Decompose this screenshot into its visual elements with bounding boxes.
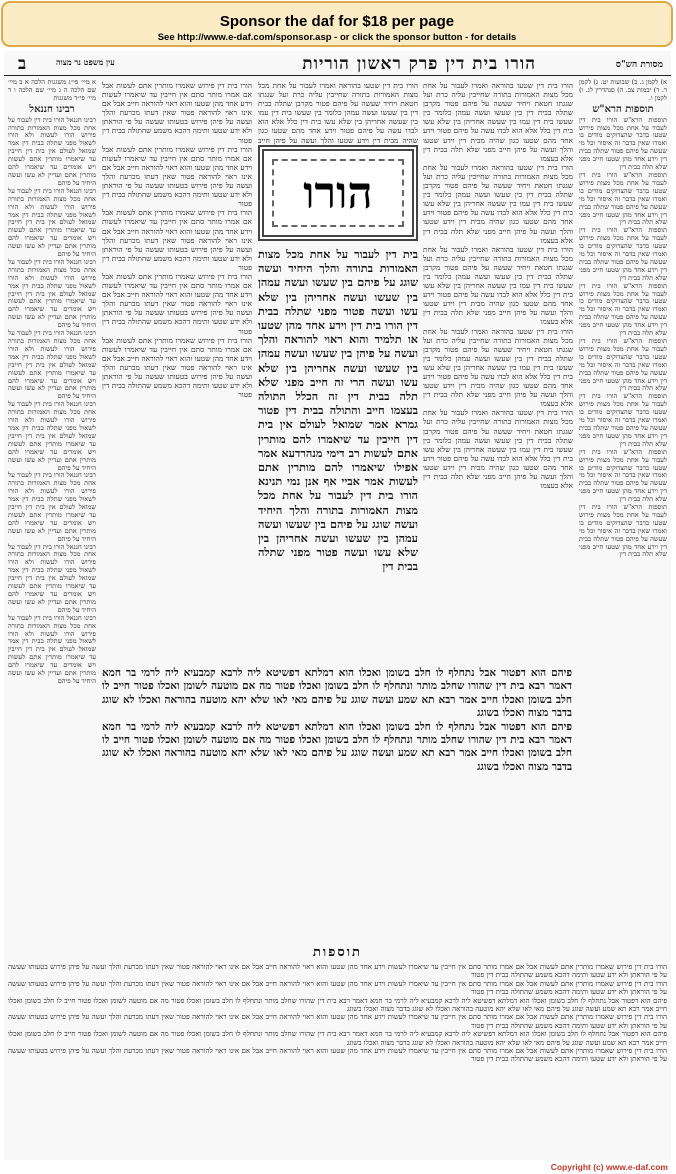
bottom-tosafot-text-continued: פיהם הוא דפטור אבל נתחלף לו חלב בשומן ואכלו הוא דמלתא דפשיטא ליה לרבא קמבעיא ליה לרמי בר חמא דאמר רבא בית דין שהורו שחלב מותר ונתחלף לו חלב בשומן ואכלו פטור מה אם מוטעה לשומן ואכלו פטור חייב לו חלב בשומן ואכלו חייב אמר רבא תא שמע ועשה שוגג על פיהם מאי לאו שלא יהא מוטעה בהוראה ואכלו לא שוגג בדבר מצוה ואכלו בשוגג	[8, 1030, 667, 1047]
rashi-text-continued: הורו בית דין שטעו בהוראה ואמרו לעבור על אחת מכל מצות האמורות בתורה שחייבין עליה כרת ועל שגגתו חטאת ויחיד שעשה על פיהם פטור מקרבן שתלה בבית דין בין שעשו ועשה עמהן כלומר בין שעשו בית דין עמו בין שעשה אחריהן בין שלא עשו בית דין כלל אלא הוא לבדו עשה על פיהם פטור וידע אחד מהם שטעו כגון שהיה מבית דין וידע שטעו והלך ועשה על פיהן חייב מפני שלא תלה בבית דין אלא בעצמו	[423, 162, 573, 245]
rabbeinu-chananel-title: רבינו חננאל	[29, 103, 75, 115]
title-ornament	[272, 159, 404, 227]
page-header	[4, 51, 671, 76]
lower-gemara-text-continued: פיהם הוא דפטור אבל נתחלף לו חלב בשומן ואכלו הוא דמלתא דפשיטא ליה לרבא קמבעיא ליה לרמי בר חמא דאמר רבא בית דין שהורו שחלב מותר ונתחלף לו חלב בשומן ואכלו פטור מה אם מוטעה לשומן ואכלו פטור חייב לו חלב בשומן ואכלו חייב אמר רבא תא שמע ועשה שוגג על פיהם מאי לאו שלא יהא מוטעה בהוראה ואכלו לא שוגג בדבר מצוה ואכלו בשוגג	[102, 720, 572, 773]
top-commentary	[258, 81, 418, 145]
top-commentary-text: הורו בית דין שטעו בהוראה ואמרו לעבור על אחת מכל מצות האמורות בתורה שחייבין עליה כרת ועל שגגתו חטאת ויחיד שעשה על פיהם פטור מקרבן שתלה בבית דין בין שעשו ועשה עמהן כלומר בין שעשו בית דין עמו בין שעשה אחריהן בין שלא עשו בית דין כלל אלא הוא לבדו עשה על פיהם פטור וידע אחד מהם שטעו כגון שהיה מבית דין וידע שטעו והלך ועשה על פיהן חייב	[258, 81, 418, 145]
bottom-tosafot-text-continued: הורו בית דין פירוש שאמרו מותרין אתם לעשות אבל אם אמרו מותר סתם אין חייבין עד שיאמרו לעשות וידע אחד מהן שטעו והוא ראוי להוראה חייב אבל אם אינו ראוי להוראה פטור שאין דעתו מכרעת והלך ועשה על פיהן פירוש בטעותו שעשה על פי הוראתן ולא ידע שטעו ותימה דהכא משמע שהתולה בבית דין פטור	[8, 979, 667, 997]
bottom-tosafot-text-continued: הורו בית דין פירוש שאמרו מותרין אתם לעשות אבל אם אמרו מותר סתם אין חייבין עד שיאמרו לעשות וידע אחד מהן שטעו והוא ראוי להוראה חייב אבל אם אינו ראוי להוראה פטור שאין דעתו מכרעת והלך ועשה על פיהן פירוש בטעותו שעשה על פי הוראתן ולא ידע שטעו ותימה דהכא משמע שהתולה בבית דין פטור	[8, 1013, 667, 1030]
masoret-label: מסורת הש"ס	[615, 60, 663, 70]
sponsor-subtitle[interactable]: See http://www.e-daf.com/sponsor.asp - or click the sponsor button - for details	[157, 32, 517, 43]
talmud-page	[4, 51, 671, 1160]
lower-gemara	[102, 667, 572, 939]
tractate-title-frame	[258, 145, 418, 241]
folio-number: ב	[18, 54, 27, 74]
tosafot-text-continued: הורו בית דין פירוש שאמרו מותרין אתם לעשות אבל אם אמרו מותר סתם אין חייבין עד שיאמרו לעשות וידע אחד מהן שטעו והוא ראוי להוראה חייב אבל אם אינו ראוי להוראה פטור שאין דעתו מכרעת והלך ועשה על פיהן פירוש בטעותו שעשה על פי הוראתן ולא ידע שטעו ותימה דהכא משמע שהתולה בבית דין פטור	[102, 208, 252, 272]
tosafot-text-continued: הורו בית דין פירוש שאמרו מותרין אתם לעשות אבל אם אמרו מותר סתם אין חייבין עד שיאמרו לעשות וידע אחד מהן שטעו והוא ראוי להוראה חייב אבל אם אינו ראוי להוראה פטור שאין דעתו מכרעת והלך ועשה על פיהן פירוש בטעותו שעשה על פי הוראתן ולא ידע שטעו ותימה דהכא משמע שהתולה בבית דין פטור	[102, 144, 252, 209]
right-gloss-continued: תוספות הרא"ש הורו בית דין לעבור על אחת מכל מצות פירוש שטעו בדבר שהצדוקים מודים בו ואמרו שאין בדבר זה איסור וכל מי שעשה על פיהם פטור שתלה בבית דין וידע אחד מהן שטעו חייב מפני שלא תלה בבית דין	[579, 226, 667, 282]
bottom-tosafot-text-continued: פיהם הוא דפטור אבל נתחלף לו חלב בשומן ואכלו הוא דמלתא דפשיטא ליה לרבא קמבעיא ליה לרמי בר חמא דאמר רבא בית דין שהורו שחלב מותר ונתחלף לו חלב בשומן ואכלו פטור מה אם מוטעה לשומן ואכלו פטור חייב לו חלב בשומן ואכלו חייב אמר רבא תא שמע ועשה שוגג על פיהם מאי לאו שלא יהא מוטעה בהוראה ואכלו לא שוגג בדבר מצוה ואכלו בשוגג	[8, 996, 667, 1014]
tosafot-text-continued: הורו בית דין פירוש שאמרו מותרין אתם לעשות אבל אם אמרו מותר סתם אין חייבין עד שיאמרו לעשות וידע אחד מהן שטעו והוא ראוי להוראה חייב אבל אם אינו ראוי להוראה פטור שאין דעתו מכרעת והלך ועשה על פיהן פירוש בטעותו שעשה על פי הוראתן ולא ידע שטעו ותימה דהכא משמע שהתולה בבית דין פטור	[102, 271, 252, 336]
right-gloss-continued: תוספות הרא"ש הורו בית דין לעבור על אחת מכל מצות פירוש שטעו בדבר שהצדוקים מודים בו ואמרו שאין בדבר זה איסור וכל מי שעשה על פיהם פטור שתלה בבית דין וידע אחד מהן שטעו חייב מפני שלא תלה בבית דין	[579, 392, 667, 448]
right-gloss-continued: תוספות הרא"ש הורו בית דין לעבור על אחת מכל מצות פירוש שטעו בדבר שהצדוקים מודים בו ואמרו שאין בדבר זה איסור וכל מי שעשה על פיהם פטור שתלה בבית דין וידע אחד מהן שטעו חייב מפני שלא תלה בבית דין	[579, 281, 667, 338]
tosafot-heading: תוספות	[313, 945, 362, 960]
tosafot-column	[102, 81, 252, 661]
rashi-text-continued: הורו בית דין שטעו בהוראה ואמרו לעבור על אחת מכל מצות האמורות בתורה שחייבין עליה כרת ועל שגגתו חטאת ויחיד שעשה על פיהם פטור מקרבן שתלה בבית דין בין שעשו ועשה עמהן כלומר בין שעשו בית דין עמו בין שעשה אחריהן בין שלא עשו בית דין כלל אלא הוא לבדו עשה על פיהם פטור וידע אחד מהם שטעו כגון שהיה מבית דין וידע שטעו והלך ועשה על פיהן חייב מפני שלא תלה בבית דין אלא בעצמו	[423, 244, 573, 327]
running-head: הורו בית דין פרק ראשון הוריות	[302, 54, 536, 74]
rashi-text-continued: הורו בית דין שטעו בהוראה ואמרו לעבור על אחת מכל מצות האמורות בתורה שחייבין עליה כרת ועל שגגתו חטאת ויחיד שעשה על פיהם פטור מקרבן שתלה בבית דין בין שעשו ועשה עמהן כלומר בין שעשו בית דין עמו בין שעשה אחריהן בין שלא עשו בית דין כלל אלא הוא לבדו עשה על פיהם פטור וידע אחד מהם שטעו כגון שהיה מבית דין וידע שטעו והלך ועשה על פיהן חייב מפני שלא תלה בבית דין אלא בעצמו	[423, 408, 573, 491]
copyright-notice[interactable]: Copyright (c) www.e-daf.com	[550, 1162, 668, 1172]
left-gloss-continued: רבינו חננאל הורו בית דין לעבור על אחת מכל מצות האמורות בתורה פירוש הורו לעשות ולא הורו לשאול מפני שתלה בבית דין אמר שמואל לעולם אין בית דין חייבין עד שיאמרו מותרין אתם לעשות ויש אומרים עד שיאמרו להם מותרין אתם ועדיין לא עשו ועשה היחיד על פיהם	[8, 471, 96, 543]
rashi-column	[423, 81, 573, 661]
sponsor-title[interactable]: Sponsor the daf for $18 per page	[219, 13, 455, 30]
left-gloss: רבינו חננאל הורו בית דין לעבור על אחת מכל מצות האמורות בתורה פירוש הורו לעשות ולא הורו לשאול מפני שתלה בבית דין אמר שמואל לעולם אין בית דין חייבין עד שיאמרו מותרין אתם לעשות ויש אומרים עד שיאמרו להם מותרין אתם ועדיין לא עשו ועשה היחיד על פיהם	[8, 115, 96, 187]
rashi-text: הורו בית דין שטעו בהוראה ואמרו לעבור על אחת מכל מצות האמורות בתורה שחייבין עליה כרת ועל שגגתו חטאת ויחיד שעשה על פיהם פטור מקרבן שתלה בבית דין בין שעשו ועשה עמהן כלומר בין שעשו בית דין עמו בין שעשה אחריהן בין שלא עשו בית דין כלל אלא הוא לבדו עשה על פיהם פטור וידע אחד מהם שטעו כגון שהיה מבית דין וידע שטעו והלך ועשה על פיהן חייב מפני שלא תלה בבית דין אלא בעצמו	[423, 81, 573, 163]
tosafot-text-continued: הורו בית דין פירוש שאמרו מותרין אתם לעשות אבל אם אמרו מותר סתם אין חייבין עד שיאמרו לעשות וידע אחד מהן שטעו והוא ראוי להוראה חייב אבל אם אינו ראוי להוראה פטור שאין דעתו מכרעת והלך ועשה על פיהן פירוש בטעותו שעשה על פי הוראתן ולא ידע שטעו ותימה דהכא משמע שהתולה בבית דין פטור	[102, 335, 252, 400]
right-gloss-continued: תוספות הרא"ש הורו בית דין לעבור על אחת מכל מצות פירוש שטעו בדבר שהצדוקים מודים בו ואמרו שאין בדבר זה איסור וכל מי שעשה על פיהם פטור שתלה בבית דין וידע אחד מהן שטעו חייב מפני שלא תלה בבית דין	[579, 503, 667, 559]
bottom-tosafot-text-continued: הורו בית דין פירוש שאמרו מותרין אתם לעשות אבל אם אמרו מותר סתם אין חייבין עד שיאמרו לעשות וידע אחד מהן שטעו והוא ראוי להוראה חייב אבל אם אינו ראוי להוראה פטור שאין דעתו מכרעת והלך ועשה על פיהן פירוש בטעותו שעשה על פי הוראתן ולא ידע שטעו ותימה דהכא משמע שהתולה בבית דין פטור	[8, 1047, 667, 1064]
gemara-main-text	[258, 247, 418, 661]
tosafot-text: הורו בית דין פירוש שאמרו מותרין אתם לעשות אבל אם אמרו מותר סתם אין חייבין עד שיאמרו לעשות וידע אחד מהן שטעו והוא ראוי להוראה חייב אבל אם אינו ראוי להוראה פטור שאין דעתו מכרעת והלך ועשה על פיהן פירוש בטעותו שעשה על פי הוראתן ולא ידע שטעו ותימה דהכא משמע שהתולה בבית דין פטור	[102, 81, 252, 145]
right-gloss-continued: תוספות הרא"ש הורו בית דין לעבור על אחת מכל מצות פירוש שטעו בדבר שהצדוקים מודים בו ואמרו שאין בדבר זה איסור וכל מי שעשה על פיהם פטור שתלה בבית דין וידע אחד מהן שטעו חייב מפני שלא תלה בבית דין	[579, 170, 667, 227]
bottom-tosafot-text: הורו בית דין פירוש שאמרו מותרין אתם לעשות אבל אם אמרו מותר סתם אין חייבין עד שיאמרו לעשות וידע אחד מהן שטעו והוא ראוי להוראה חייב אבל אם אינו ראוי להוראה פטור שאין דעתו מכרעת והלך ועשה על פיהן פירוש בטעותו שעשה על פי הוראתן ולא ידע שטעו ותימה דהכא משמע שהתולה בבית דין פטור	[8, 963, 667, 980]
bottom-tosafot	[8, 963, 667, 1155]
eyn-mishpat-notes: א מיי׳ פי״ג משגגות הלכה א ב מיי׳ שם הלכה ה ג מיי׳ שם הלכה ו ד מיי׳ פי״ד משגגות	[8, 78, 96, 102]
mishnah-text: בית דין לעבור על אחת מכל מצות האמורות בתורה והלך היחיד ועשה שוגג על פיהם בין שעשו ועשה עמהן בין שעשו ועשה אחריהן בין שלא עשו ועשה פטור מפני שתלה בבית דין הורו בית דין וידע אחד מהן שטעו או תלמיד והוא ראוי להוראה והלך ועשה על פיהן בין שעשו ועשה עמהן בין שעשו ועשה אחריהן בין שלא עשו ועשה הרי זה חייב מפני שלא תלה בבית דין זה הכלל התולה בעצמו חייב והתולה בבית דין פטור גמרא אמר שמואל לעולם אין בית דין חייבין עד שיאמרו להם מותרין אתם לעשות רב דימי מנהרדעא אמר אפילו שיאמרו להם מותרין אתם לעשות אמר אביי אף אנן נמי תנינא הורו בית דין לעבור על אחת מכל מצות האמורות בתורה והלך היחיד ועשה שוגג על פיהם בין שעשו ועשה עמהן בין שעשו ועשה אחריהן בין שלא עשו ועשה פטור מפני שתלה בבית דין	[258, 247, 418, 574]
masoret-notes: א) לקמן ג. ב) שבועות יט. ג) לקמן ד. ד) יבמות צב. ה) סנהדרין לג. ו) לקמן ו.	[579, 78, 667, 102]
right-margin	[579, 79, 667, 939]
sponsor-banner[interactable]	[1, 1, 673, 47]
left-margin	[8, 79, 96, 939]
left-gloss-continued: רבינו חננאל הורו בית דין לעבור על אחת מכל מצות האמורות בתורה פירוש הורו לעשות ולא הורו לשאול מפני שתלה בבית דין אמר שמואל לעולם אין בית דין חייבין עד שיאמרו מותרין אתם לעשות ויש אומרים עד שיאמרו להם מותרין אתם ועדיין לא עשו ועשה היחיד על פיהם	[8, 400, 96, 472]
right-gloss-continued: תוספות הרא"ש הורו בית דין לעבור על אחת מכל מצות פירוש שטעו בדבר שהצדוקים מודים בו ואמרו שאין בדבר זה איסור וכל מי שעשה על פיהם פטור שתלה בבית דין וידע אחד מהן שטעו חייב מפני שלא תלה בבית דין	[579, 447, 667, 504]
left-gloss-continued: רבינו חננאל הורו בית דין לעבור על אחת מכל מצות האמורות בתורה פירוש הורו לעשות ולא הורו לשאול מפני שתלה בבית דין אמר שמואל לעולם אין בית דין חייבין עד שיאמרו מותרין אתם לעשות ויש אומרים עד שיאמרו להם מותרין אתם ועדיין לא עשו ועשה היחיד על פיהם	[8, 613, 96, 685]
right-gloss-continued: תוספות הרא"ש הורו בית דין לעבור על אחת מכל מצות פירוש שטעו בדבר שהצדוקים מודים בו ואמרו שאין בדבר זה איסור וכל מי שעשה על פיהם פטור שתלה בבית דין וידע אחד מהן שטעו חייב מפני שלא תלה בבית דין	[579, 337, 667, 393]
left-gloss-continued: רבינו חננאל הורו בית דין לעבור על אחת מכל מצות האמורות בתורה פירוש הורו לעשות ולא הורו לשאול מפני שתלה בבית דין אמר שמואל לעולם אין בית דין חייבין עד שיאמרו מותרין אתם לעשות ויש אומרים עד שיאמרו להם מותרין אתם ועדיין לא עשו ועשה היחיד על פיהם	[8, 329, 96, 401]
tosafot-harosh-title: תוספות הרא"ש	[592, 103, 654, 115]
left-gloss-continued: רבינו חננאל הורו בית דין לעבור על אחת מכל מצות האמורות בתורה פירוש הורו לעשות ולא הורו לשאול מפני שתלה בבית דין אמר שמואל לעולם אין בית דין חייבין עד שיאמרו מותרין אתם לעשות ויש אומרים עד שיאמרו להם מותרין אתם ועדיין לא עשו ועשה היחיד על פיהם	[8, 257, 96, 330]
left-gloss-continued: רבינו חננאל הורו בית דין לעבור על אחת מכל מצות האמורות בתורה פירוש הורו לעשות ולא הורו לשאול מפני שתלה בבית דין אמר שמואל לעולם אין בית דין חייבין עד שיאמרו מותרין אתם לעשות ויש אומרים עד שיאמרו להם מותרין אתם ועדיין לא עשו ועשה היחיד על פיהם	[8, 186, 96, 259]
right-gloss: תוספות הרא"ש הורו בית דין לעבור על אחת מכל מצות פירוש שטעו בדבר שהצדוקים מודים בו ואמרו שאין בדבר זה איסור וכל מי שעשה על פיהם פטור שתלה בבית דין וידע אחד מהן שטעו חייב מפני שלא תלה בבית דין	[579, 115, 667, 172]
left-gloss-continued: רבינו חננאל הורו בית דין לעבור על אחת מכל מצות האמורות בתורה פירוש הורו לעשות ולא הורו לשאול מפני שתלה בבית דין אמר שמואל לעולם אין בית דין חייבין עד שיאמרו מותרין אתם לעשות ויש אומרים עד שיאמרו להם מותרין אתם ועדיין לא עשו ועשה היחיד על פיהם	[8, 542, 96, 614]
eyn-mishpat-label: עין משפט נר מצוה	[56, 57, 115, 67]
lower-gemara-text: פיהם הוא דפטור אבל נתחלף לו חלב בשומן ואכלו הוא דמלתא דפשיטא ליה לרבא קמבעיא ליה לרמי בר חמא דאמר רבא בית דין שהורו שחלב מותר ונתחלף לו חלב בשומן ואכלו פטור מה אם מוטעה לשומן ואכלו פטור חייב לו חלב בשומן ואכלו חייב אמר רבא תא שמע ועשה שוגג על פיהם מאי לאו שלא יהא מוטעה בהוראה ואכלו לא שוגג בדבר מצוה ואכלו בשוגג	[102, 667, 572, 720]
rashi-text-continued: הורו בית דין שטעו בהוראה ואמרו לעבור על אחת מכל מצות האמורות בתורה שחייבין עליה כרת ועל שגגתו חטאת ויחיד שעשה על פיהם פטור מקרבן שתלה בבית דין בין שעשו ועשה עמהן כלומר בין שעשו בית דין עמו בין שעשה אחריהן בין שלא עשו בית דין כלל אלא הוא לבדו עשה על פיהם פטור וידע אחד מהם שטעו כגון שהיה מבית דין וידע שטעו והלך ועשה על פיהן חייב מפני שלא תלה בבית דין אלא בעצמו	[423, 326, 573, 409]
tractate-title: הורו	[303, 167, 373, 219]
